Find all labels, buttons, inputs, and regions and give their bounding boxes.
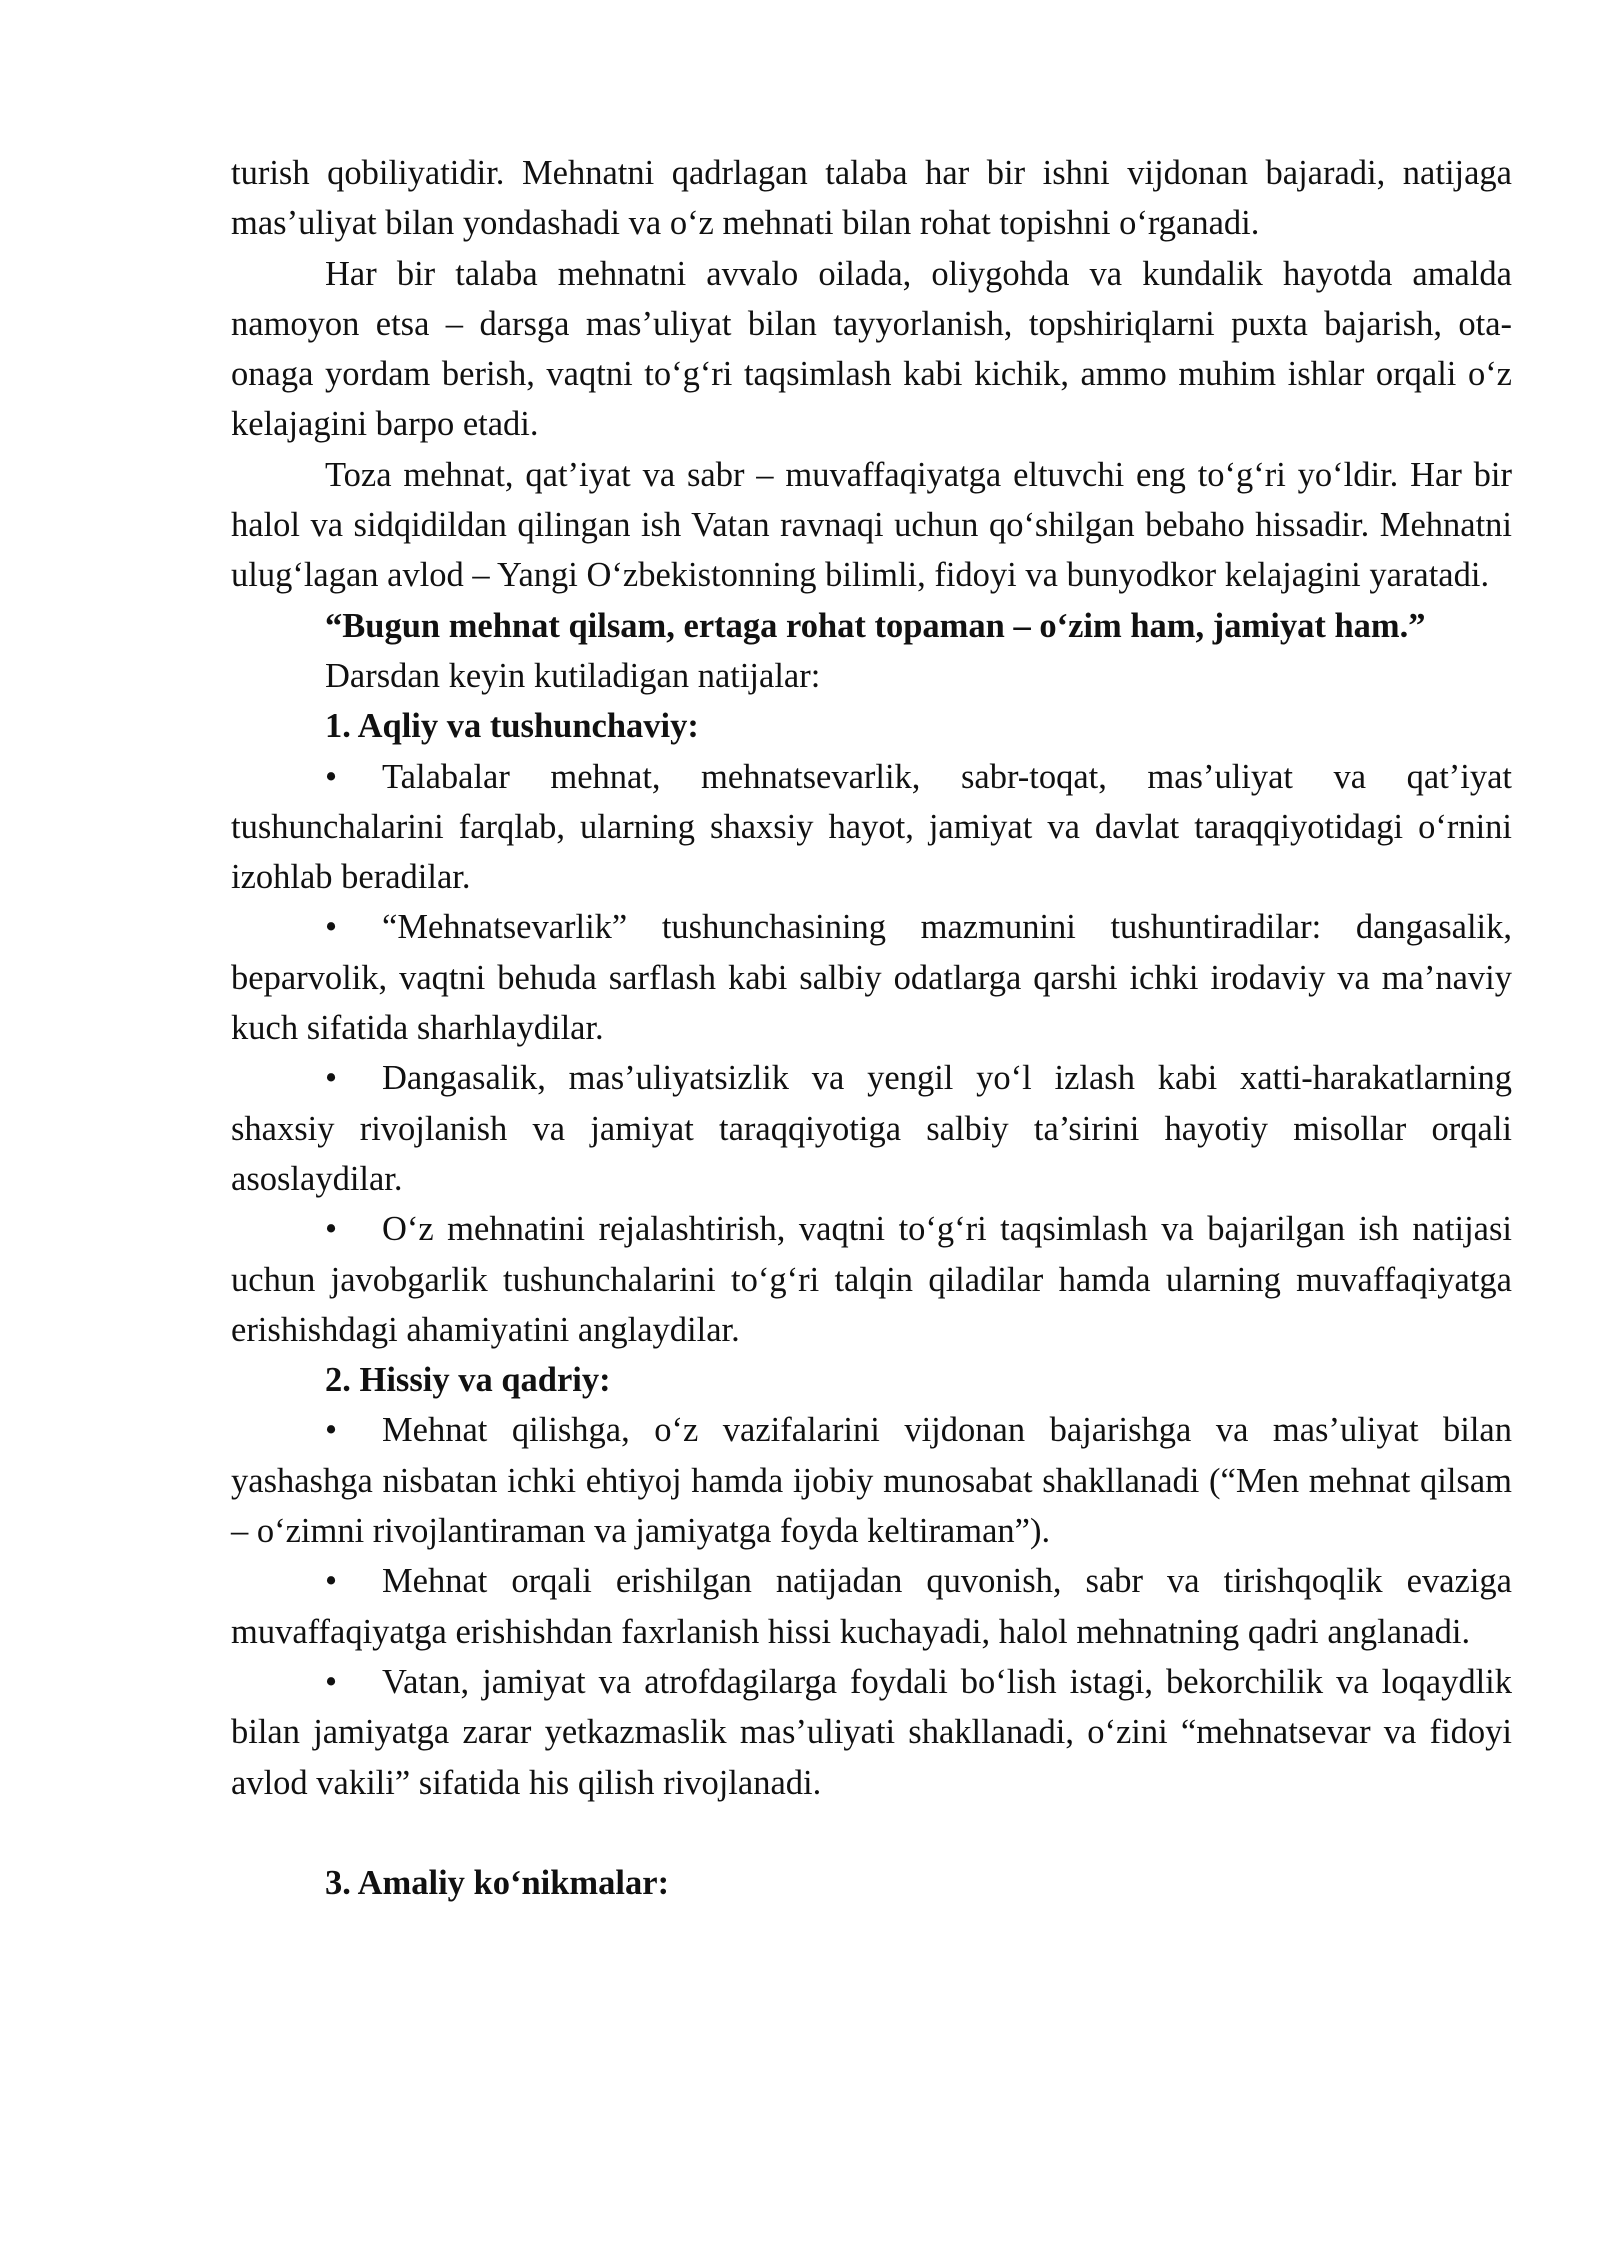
list-item-text: O‘z mehnatini rejalashtirish, vaqtni to‘g‘ri taqsimlash va bajarilgan ish natijasi uchun javobgarlik tushunchalarini to‘g‘ri talqin qiladilar hamda ularning muvaffaqiyatga erishishdagi ahamiyatini anglaydilar. (231, 1210, 1512, 1349)
document-body (231, 148, 1512, 1908)
section-heading: 3. Amaliy ko‘nikmalar: (325, 1863, 670, 1902)
bullet-icon: • (325, 1662, 338, 1701)
paragraph: Har bir talaba mehnatni avvalo oilada, oliygohda va kundalik hayotda amalda namoyon etsa – darsga mas’uliyat bilan tayyorlanish, topshiriqlarni puxta bajarish, ota-onaga yordam berish, vaqtni to‘g‘ri taqsimlash kabi kichik, ammo muhim ishlar orqali o‘z kelajagini barpo etadi. (231, 254, 1512, 444)
bullet-icon: • (325, 1059, 338, 1098)
list-item-text: Mehnat qilishga, o‘z vazifalarini vijdonan bajarishga va mas’uliyat bilan yashashga nisbatan ichki ehtiyoj hamda ijobiy munosabat shakllanadi (“Men mehnat qilsam – o‘zimni rivojlantiraman va jamiyatga foyda keltiraman”). (231, 1411, 1512, 1551)
bullet-icon: • (325, 757, 338, 796)
list-item (231, 752, 1512, 903)
list-item-text: Mehnat orqali erishilgan natijadan quvonish, sabr va tirishqoqlik evaziga muvaffaqiyatga erishishdan faxrlanish hissi kuchayadi, halol mehnatning qadri anglanadi. (231, 1562, 1512, 1651)
bullet-icon: • (325, 1562, 338, 1601)
list-item (231, 1053, 1512, 1204)
paragraph: Toza mehnat, qat’iyat va sabr – muvaffaqiyatga eltuvchi eng to‘g‘ri yo‘ldir. Har bir halol va sidqidildan qilingan ish Vatan ravnaqi uchun qo‘shilgan bebaho hissadir. Mehnatni ulug‘lagan avlod – Yangi O‘zbekistonning bilimli, fidoyi va bunyodkor kelajagini yaratadi. (231, 455, 1512, 595)
list-item (231, 1657, 1512, 1808)
section-heading: 2. Hissiy va qadriy: (325, 1361, 611, 1400)
section-heading: 1. Aqliy va tushunchaviy: (325, 707, 699, 746)
list-item (231, 1556, 1512, 1657)
list-item-text: Dangasalik, mas’uliyatsizlik va yengil yo‘l izlash kabi xatti-harakatlarning shaxsiy rivojlanish va jamiyat taraqqiyotiga salbiy ta’sirini hayotiy misollar orqali asoslaydilar. (231, 1059, 1512, 1198)
paragraph: turish qobiliyatidir. Mehnatni qadrlagan talaba har bir ishni vijdonan bajaradi, natijaga mas’uliyat bilan yondashadi va o‘z mehnati bilan rohat topishni o‘rganadi. (231, 154, 1512, 243)
bullet-icon: • (325, 1411, 338, 1450)
motto-quote: “Bugun mehnat qilsam, ertaga rohat topaman – o‘zim ham, jamiyat ham.” (325, 606, 1426, 645)
list-item (231, 1405, 1512, 1556)
list-item-text: “Mehnatsevarlik” tushunchasining mazmunini tushuntiradilar: dangasalik, beparvolik, vaqtni behuda sarflash kabi salbiy odatlarga qarshi ichki irodaviy va ma’naviy kuch sifatida sharhlaydilar. (231, 908, 1512, 1048)
spacer (231, 1808, 1512, 1858)
list-item-text: Talabalar mehnat, mehnatsevarlik, sabr-toqat, mas’uliyat va qat’iyat tushunchalarini farqlab, ularning shaxsiy hayot, jamiyat va davlat taraqqiyotidagi o‘rnini izohlab beradilar. (231, 757, 1512, 897)
bullet-icon: • (325, 908, 338, 947)
list-item-text: Vatan, jamiyat va atrofdagilarga foydali bo‘lish istagi, bekorchilik va loqaydlik bilan jamiyatga zarar yetkazmaslik mas’uliyati shakllanadi, o‘zini “mehnatsevar va fidoyi avlod vakili” sifatida his qilish rivojlanadi. (231, 1662, 1512, 1802)
list-item (231, 902, 1512, 1053)
bullet-icon: • (325, 1210, 338, 1249)
outcomes-label: Darsdan keyin kutiladigan natijalar: (325, 656, 821, 695)
list-item (231, 1204, 1512, 1355)
